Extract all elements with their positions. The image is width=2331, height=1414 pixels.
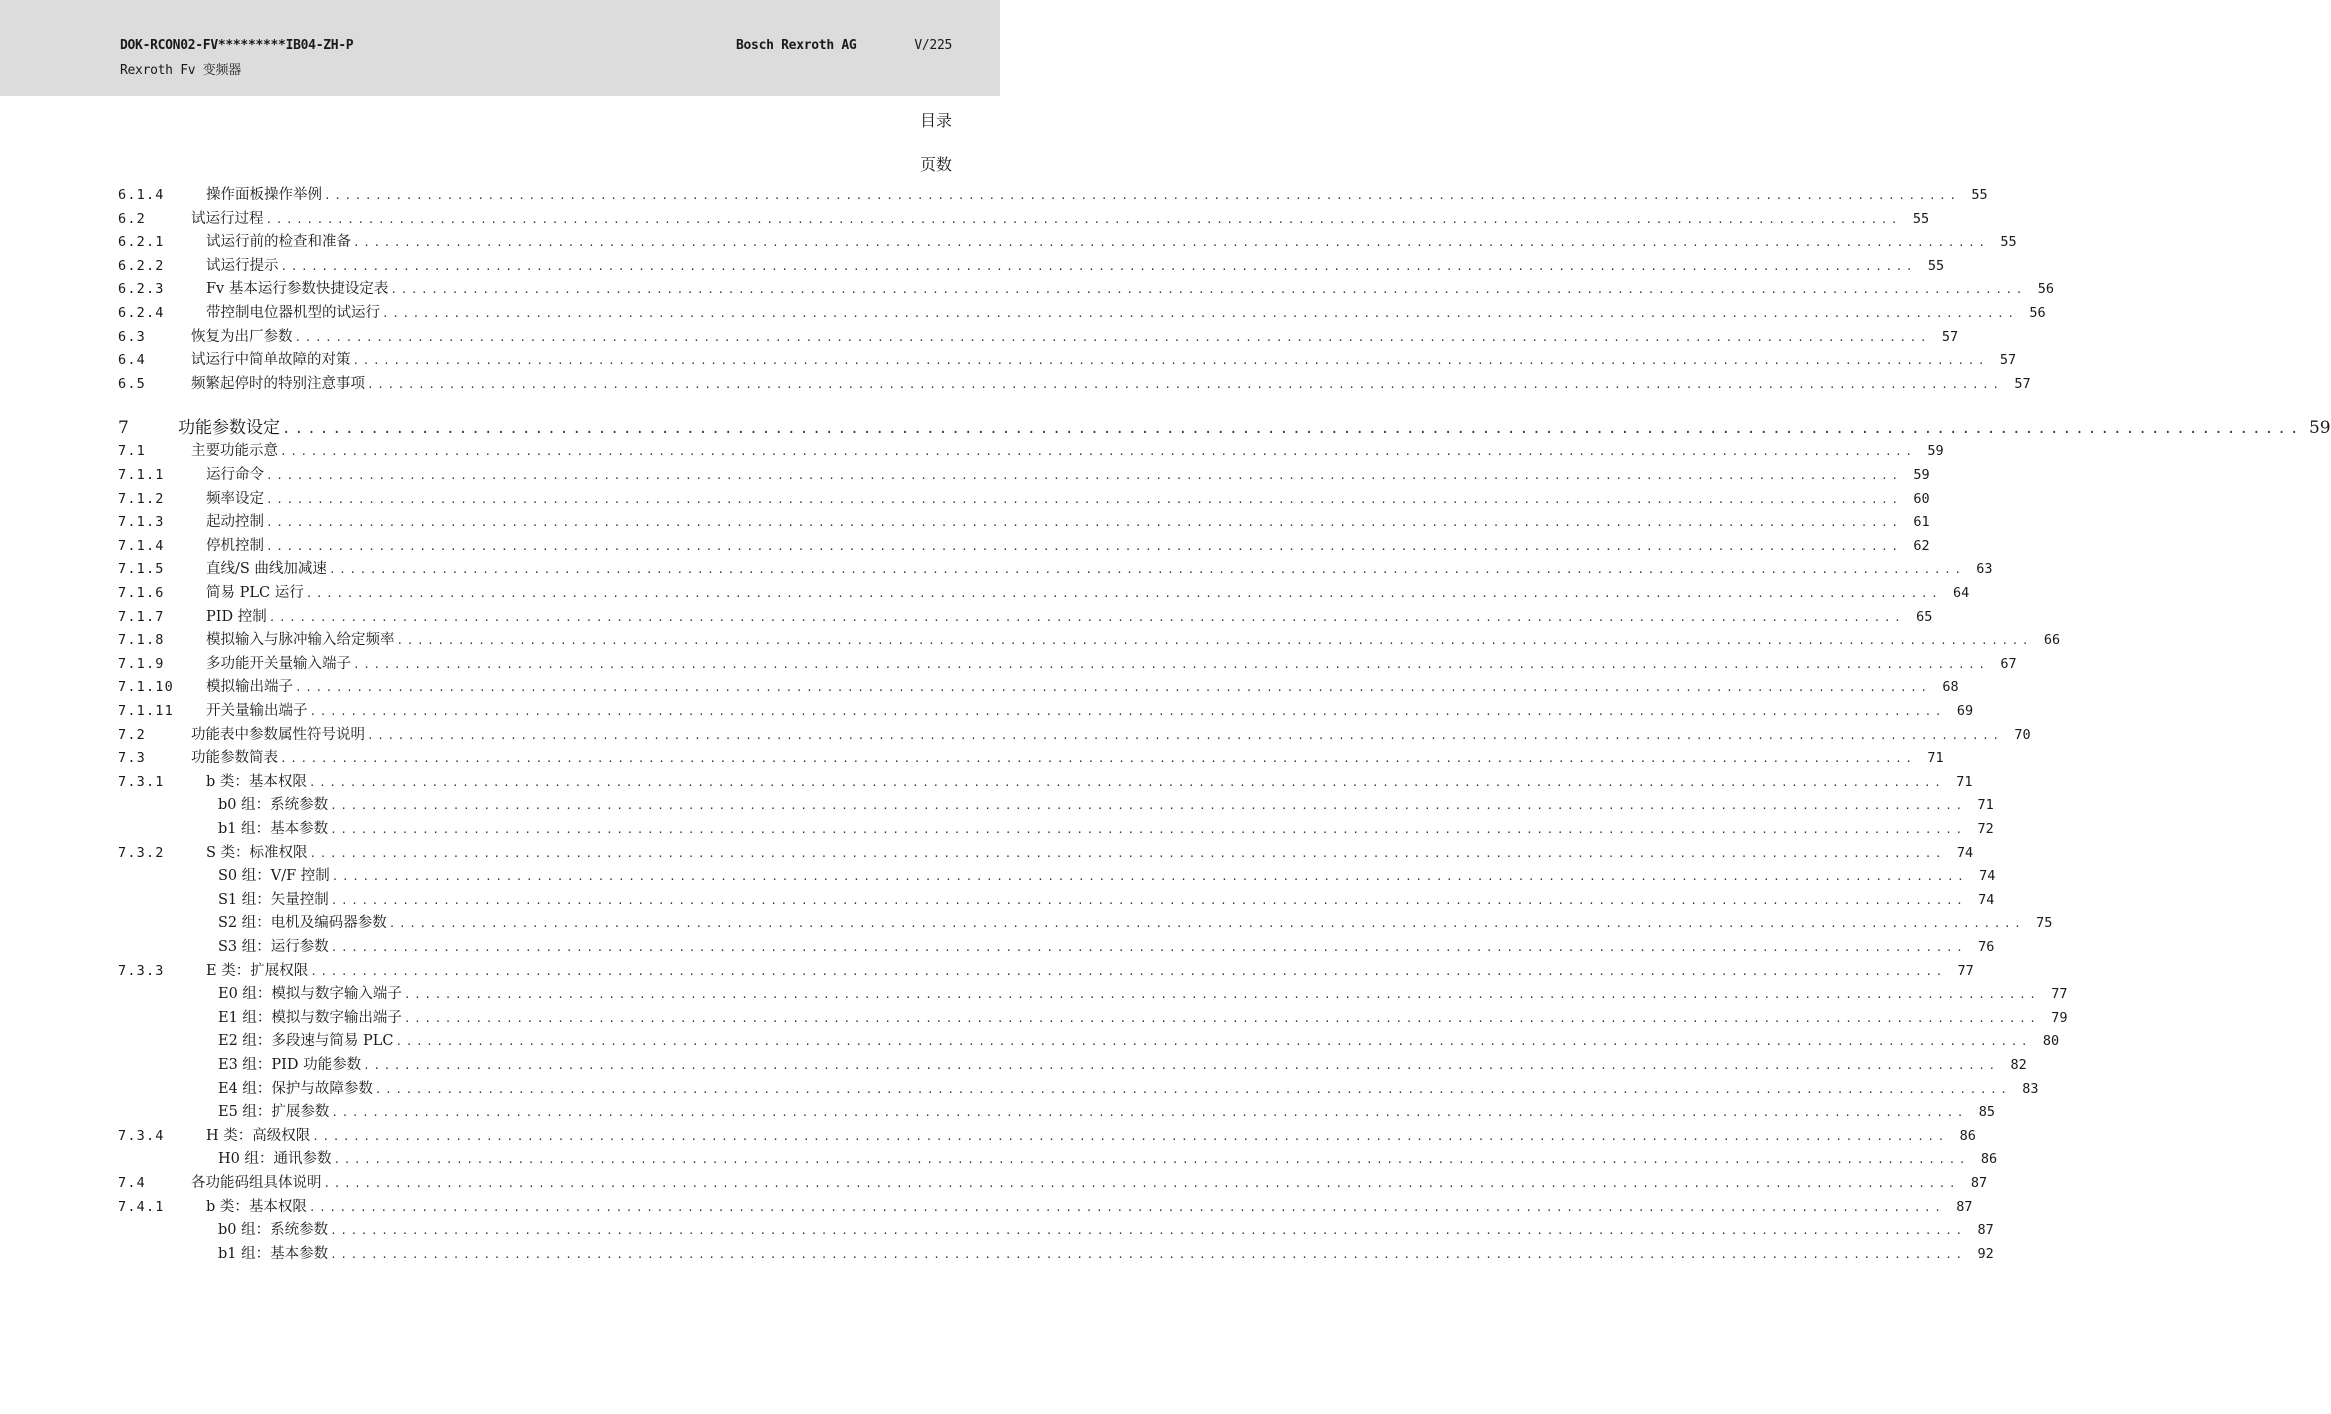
toc-entry[interactable] xyxy=(0,414,2331,442)
toc-entry[interactable] xyxy=(0,208,1930,231)
toc-entry-page: 71 xyxy=(1977,797,1994,814)
toc-dot-leader: ................................................................................................................................................................ xyxy=(353,236,1989,250)
toc-entry-number: 6.2.1 xyxy=(118,234,165,251)
toc-entry-title: 功能表中参数属性符号说明 xyxy=(191,726,365,743)
toc-entry-page: 74 xyxy=(1979,868,1996,885)
toc-entry-page: 79 xyxy=(2051,1009,2068,1026)
toc-entry-line xyxy=(206,464,1930,487)
toc-dot-leader: ................................................................................................................................................................ xyxy=(308,1200,1945,1214)
toc-entry-page: 55 xyxy=(2000,234,2017,251)
toc-dot-leader: ................................................................................................................................................................ xyxy=(330,893,1967,907)
toc-entry-number: 7.1.11 xyxy=(118,703,174,719)
toc-entry-number: 7.1.2 xyxy=(118,490,165,507)
toc-entry-title: E4 组：保护与故障参数 xyxy=(218,1080,373,1097)
toc-entry-page: 77 xyxy=(2051,986,2068,1003)
toc-entry[interactable] xyxy=(0,440,1944,463)
toc-dot-leader: ................................................................................................................................................................ xyxy=(309,846,1946,860)
toc-dot-leader: ................................................................................................................................................................ xyxy=(312,1129,1948,1143)
toc-entry-title: E2 组：多段速与简易 PLC xyxy=(218,1033,394,1050)
toc-heading: 目录 xyxy=(919,111,952,130)
toc-entry-page: 71 xyxy=(1956,773,1973,790)
toc-dot-leader: ................................................................................................................................................................ xyxy=(266,516,1902,530)
toc-entry-page: 74 xyxy=(1978,891,1995,908)
toc-entry-number: 6.2.3 xyxy=(118,281,165,298)
toc-entry[interactable] xyxy=(0,1030,2060,1053)
toc-entry-line xyxy=(218,1101,1996,1124)
toc-entry[interactable] xyxy=(0,1172,1988,1195)
toc-dot-leader: ................................................................................................................................................................ xyxy=(374,1082,2011,1096)
toc-entry-title: S0 组：V/F 控制 xyxy=(218,868,330,885)
toc-entry-line xyxy=(206,582,1970,605)
toc-entry-number: 6.3 xyxy=(118,328,146,345)
toc-entry-line xyxy=(206,255,1945,278)
toc-dot-leader: ................................................................................................................................................................ xyxy=(388,917,2025,931)
toc-entry-page: 59 xyxy=(2308,418,2331,439)
document-code: DOK-RCON02-FV*********IB04-ZH-P xyxy=(120,38,354,53)
toc-entry[interactable] xyxy=(0,653,2017,676)
toc-entry-page: 55 xyxy=(1971,187,1988,203)
toc-dot-leader: ................................................................................................................................................................ xyxy=(282,421,2303,438)
toc-entry[interactable] xyxy=(0,1125,1976,1148)
toc-entry-title: E0 组：模拟与数字输入端子 xyxy=(218,986,402,1003)
toc-entry-number: 7.4 xyxy=(118,1175,146,1191)
toc-entry-title: 各功能码组具体说明 xyxy=(191,1175,322,1191)
toc-entry[interactable] xyxy=(0,373,2031,396)
toc-entry-title: b 类：基本权限 xyxy=(206,1198,307,1215)
toc-dot-leader: ................................................................................................................................................................ xyxy=(330,799,1966,813)
toc-entry[interactable] xyxy=(0,724,2031,747)
toc-entry-page: 57 xyxy=(1941,328,1959,345)
toc-entry-page: 55 xyxy=(1927,257,1945,274)
toc-entry-title: 功能参数设定 xyxy=(178,418,280,439)
toc-dot-leader: ................................................................................................................................................................ xyxy=(363,1059,1999,1072)
toc-entry-line xyxy=(191,1172,1988,1195)
toc-entry-page: 68 xyxy=(1942,679,1959,696)
toc-entry-page: 71 xyxy=(1927,750,1944,767)
toc-entry-title: S 类：标准权限 xyxy=(206,844,308,861)
toc-dot-leader: ................................................................................................................................................................ xyxy=(390,283,2026,297)
toc-dot-leader: ................................................................................................................................................................ xyxy=(310,964,1946,978)
toc-entry[interactable] xyxy=(0,629,2061,652)
toc-entry[interactable] xyxy=(0,349,2017,372)
toc-entry-page: 86 xyxy=(1980,1151,1998,1168)
toc-entry[interactable] xyxy=(0,278,2054,301)
toc-entry[interactable] xyxy=(0,1101,1996,1124)
toc-entry-number: 7.1.4 xyxy=(118,537,165,554)
toc-dot-leader: ................................................................................................................................................................ xyxy=(294,330,1931,344)
toc-entry-line xyxy=(191,326,1959,349)
toc-dot-leader: ................................................................................................................................................................ xyxy=(353,657,1989,671)
toc-entry-page: 85 xyxy=(1978,1104,1996,1121)
toc-entry-line xyxy=(206,511,1930,534)
toc-entry-page: 59 xyxy=(1927,443,1944,460)
toc-dot-leader: ................................................................................................................................................................ xyxy=(323,1177,1960,1190)
toc-entry-number: 7.2 xyxy=(118,726,146,743)
toc-entry-title: S3 组：运行参数 xyxy=(218,939,329,955)
toc-entry-line xyxy=(218,1148,1998,1171)
toc-entry-number: 6.2 xyxy=(118,210,146,227)
toc-entry-number: 7.1.8 xyxy=(118,632,165,649)
toc-entry-line xyxy=(218,889,1995,912)
toc-entry-title: b1 组：基本参数 xyxy=(218,1245,329,1262)
toc-entry-number: 6.2.4 xyxy=(118,305,165,321)
toc-entry-title: S1 组：矢量控制 xyxy=(218,891,329,908)
toc-entry-line xyxy=(206,700,1974,723)
toc-entry-number: 6.4 xyxy=(118,352,146,369)
company-name: Bosch Rexroth AG xyxy=(736,38,857,53)
toc-entry[interactable] xyxy=(0,676,1959,699)
toc-dot-leader: ................................................................................................................................................................ xyxy=(396,634,2033,648)
toc-entry-line xyxy=(218,818,1994,841)
toc-entry-line xyxy=(206,278,2054,301)
toc-entry-number: 6.5 xyxy=(118,375,146,392)
toc-entry-title: 主要功能示意 xyxy=(191,443,278,460)
toc-entry[interactable] xyxy=(0,865,1996,888)
toc-entry-number: 7.3.2 xyxy=(118,844,165,861)
toc-entry[interactable] xyxy=(0,302,2046,325)
toc-entry[interactable] xyxy=(0,794,1994,817)
toc-entry[interactable] xyxy=(0,1054,2027,1077)
toc-entry-title: 直线/S 曲线加减速 xyxy=(206,561,327,578)
toc-entry-page: 77 xyxy=(1957,962,1974,979)
toc-entry-title: E3 组：PID 功能参数 xyxy=(218,1057,362,1073)
toc-entry-title: 频率设定 xyxy=(206,490,264,507)
toc-dot-leader: ................................................................................................................................................................ xyxy=(331,1106,1968,1120)
toc-entry[interactable] xyxy=(0,535,1930,558)
toc-entry[interactable] xyxy=(0,606,1933,629)
toc-entry-page: 65 xyxy=(1916,608,1933,625)
toc-entry-title: 带控制电位器机型的试运行 xyxy=(206,305,380,321)
toc-entry-title: 运行命令 xyxy=(206,467,264,483)
toc-entry-number: 7.1.6 xyxy=(118,585,165,601)
toc-entry[interactable] xyxy=(0,1219,1994,1242)
toc-entry-title: b1 组：基本参数 xyxy=(218,821,329,837)
toc-entry-number: 7.3.1 xyxy=(118,773,165,790)
toc-dot-leader: ................................................................................................................................................................ xyxy=(280,752,1916,766)
toc-entry-number: 7.3.4 xyxy=(118,1127,165,1144)
toc-dot-leader: ................................................................................................................................................................ xyxy=(330,1247,1966,1261)
toc-entry-line xyxy=(206,771,1973,794)
toc-entry[interactable] xyxy=(0,1007,2068,1030)
toc-entry-line xyxy=(218,865,1996,888)
toc-entry[interactable] xyxy=(0,184,1988,207)
toc-entry-page: 69 xyxy=(1956,703,1974,719)
toc-entry-line xyxy=(178,414,2331,443)
toc-entry-page: 83 xyxy=(2022,1080,2039,1097)
toc-entry[interactable] xyxy=(0,464,1930,487)
toc-entry-page: 57 xyxy=(1999,352,2017,369)
toc-entry-line xyxy=(218,1243,1994,1266)
toc-entry-title: b 类：基本权限 xyxy=(206,773,307,790)
page-number: V/225 xyxy=(914,38,952,53)
toc-entry[interactable] xyxy=(0,1196,1973,1219)
toc-entry-line xyxy=(218,912,2053,935)
toc-entry-title: b0 组：系统参数 xyxy=(218,797,329,814)
toc-dot-leader: ................................................................................................................................................................ xyxy=(324,189,1960,202)
toc-entry-number: 7.1.5 xyxy=(118,561,165,578)
toc-dot-leader: ................................................................................................................................................................ xyxy=(268,610,1905,624)
toc-entry-number: 7.1.7 xyxy=(118,608,165,625)
toc-entry-page: 82 xyxy=(2010,1057,2027,1073)
toc-entry-title: 模拟输入与脉冲输入给定频率 xyxy=(206,632,395,649)
toc-entry-line xyxy=(206,302,2046,325)
toc-dot-leader: ................................................................................................................................................................ xyxy=(266,539,1902,553)
toc-dot-leader: ................................................................................................................................................................ xyxy=(328,563,1965,577)
toc-entry[interactable] xyxy=(0,255,1945,278)
toc-entry-number: 7.1.1 xyxy=(118,467,165,483)
toc-entry[interactable] xyxy=(0,1148,1998,1171)
toc-entry-title: 试运行提示 xyxy=(206,257,279,274)
toc-entry-line xyxy=(218,936,1995,959)
toc-entry-title: H0 组：通讯参数 xyxy=(218,1151,332,1168)
toc-dot-leader: ................................................................................................................................................................ xyxy=(403,988,2040,1002)
toc-entry-page: 87 xyxy=(1956,1198,1973,1215)
toc-entry-title: 停机控制 xyxy=(206,537,264,554)
toc-entry-title: 开关量输出端子 xyxy=(206,703,308,719)
toc-entry[interactable] xyxy=(0,582,1970,605)
toc-entry[interactable] xyxy=(0,488,1930,511)
toc-entry-number: 7.3.3 xyxy=(118,962,165,979)
toc-entry[interactable] xyxy=(0,511,1930,534)
toc-dot-leader: ................................................................................................................................................................ xyxy=(382,307,2018,320)
toc-entry[interactable] xyxy=(0,912,2053,935)
toc-entry-title: 功能参数简表 xyxy=(191,750,278,767)
toc-entry-page: 57 xyxy=(2014,375,2031,392)
toc-entry-line xyxy=(191,440,1944,463)
toc-entry-number: 7 xyxy=(118,418,129,439)
toc-entry-page: 75 xyxy=(2036,915,2053,932)
toc-dot-leader: ................................................................................................................................................................ xyxy=(330,1224,1966,1238)
toc-entry-line xyxy=(218,983,2068,1006)
toc-entry-page: 56 xyxy=(2037,281,2054,298)
toc-entry-line xyxy=(218,1219,1994,1242)
toc-entry-number: 6.1.4 xyxy=(118,187,165,203)
toc-entry-line xyxy=(206,606,1933,629)
page-header xyxy=(0,0,1000,96)
toc-entry[interactable] xyxy=(0,936,1995,959)
toc-entry-line xyxy=(206,488,1930,511)
toc-entry[interactable] xyxy=(0,818,1994,841)
page-column-heading: 页数 xyxy=(919,155,952,174)
toc-dot-leader: ................................................................................................................................................................ xyxy=(395,1035,2032,1049)
toc-entry-title: PID 控制 xyxy=(206,608,267,625)
toc-entry[interactable] xyxy=(0,326,1959,349)
toc-dot-leader: ................................................................................................................................................................ xyxy=(280,259,1917,273)
toc-entry-page: 67 xyxy=(2000,655,2017,672)
toc-entry-page: 74 xyxy=(1956,844,1974,861)
toc-entry-page: 64 xyxy=(1953,585,1970,601)
toc-entry-line xyxy=(206,558,1993,581)
toc-entry-page: 59 xyxy=(1913,467,1930,483)
toc-entry[interactable] xyxy=(0,889,1995,912)
toc-entry[interactable] xyxy=(0,747,1944,770)
toc-entry-page: 92 xyxy=(1977,1245,1994,1262)
toc-entry-title: H 类：高级权限 xyxy=(206,1127,311,1144)
toc-entry-title: E 类：扩展权限 xyxy=(206,962,309,979)
toc-entry-title: 操作面板操作举例 xyxy=(206,187,322,203)
toc-entry-line xyxy=(218,1078,2039,1101)
toc-dot-leader: ................................................................................................................................................................ xyxy=(403,1011,2040,1025)
toc-entry-number: 6.2.2 xyxy=(118,257,165,274)
toc-dot-leader: ................................................................................................................................................................ xyxy=(308,775,1945,789)
toc-entry[interactable] xyxy=(0,231,2017,254)
toc-dot-leader: ................................................................................................................................................................ xyxy=(330,941,1967,954)
toc-entry-title: 试运行前的检查和准备 xyxy=(206,234,351,251)
toc-entry-title: 试运行过程 xyxy=(191,210,264,227)
toc-entry-title: S2 组：电机及编码器参数 xyxy=(218,915,387,932)
toc-entry-page: 61 xyxy=(1913,514,1930,531)
toc-dot-leader: ................................................................................................................................................................ xyxy=(280,445,1916,459)
toc-entry-title: 模拟输出端子 xyxy=(206,679,293,696)
toc-entry-page: 70 xyxy=(2014,726,2031,743)
toc-entry-line xyxy=(218,794,1994,817)
toc-entry[interactable] xyxy=(0,700,1974,723)
toc-dot-leader: ................................................................................................................................................................ xyxy=(266,469,1902,482)
toc-entry-page: 55 xyxy=(1912,210,1930,227)
toc-entry-line xyxy=(206,184,1988,207)
toc-entry-line xyxy=(218,1030,2060,1053)
toc-entry-number: 7.3 xyxy=(118,750,146,767)
toc-entry-page: 56 xyxy=(2029,305,2046,321)
toc-entry-title: 频繁起停时的特别注意事项 xyxy=(191,375,365,392)
toc-entry[interactable] xyxy=(0,983,2068,1006)
toc-entry-number: 7.1.3 xyxy=(118,514,165,531)
toc-entry[interactable] xyxy=(0,558,1993,581)
toc-entry-title: E1 组：模拟与数字输出端子 xyxy=(218,1009,402,1026)
toc-dot-leader: ................................................................................................................................................................ xyxy=(367,728,2003,742)
toc-entry-page: 60 xyxy=(1913,490,1930,507)
toc-entry-page: 76 xyxy=(1978,939,1995,955)
toc-entry-title: b0 组：系统参数 xyxy=(218,1222,329,1239)
toc-entry-line xyxy=(206,535,1930,558)
toc-dot-leader: ................................................................................................................................................................ xyxy=(331,870,1968,884)
toc-entry-page: 66 xyxy=(2043,632,2061,649)
toc-dot-leader: ................................................................................................................................................................ xyxy=(295,681,1931,695)
toc-dot-leader: ................................................................................................................................................................ xyxy=(305,587,1942,600)
toc-entry-title: 起动控制 xyxy=(206,514,264,531)
toc-entry-page: 86 xyxy=(1959,1127,1976,1144)
toc-entry-line xyxy=(206,1196,1973,1219)
toc-entry-number: 7.1.9 xyxy=(118,655,165,672)
toc-entry-line xyxy=(191,724,2031,747)
toc-entry-line xyxy=(206,676,1959,699)
toc-entry-line xyxy=(191,747,1944,770)
toc-entry-line xyxy=(206,629,2061,652)
toc-entry-line xyxy=(206,231,2017,254)
toc-entry-page: 87 xyxy=(1977,1222,1994,1239)
toc-entry-line xyxy=(191,349,2017,372)
toc-entry[interactable] xyxy=(0,842,1974,865)
toc-entry-title: 恢复为出厂参数 xyxy=(191,328,293,345)
toc-dot-leader: ................................................................................................................................................................ xyxy=(309,705,1946,718)
toc-dot-leader: ................................................................................................................................................................ xyxy=(266,492,1902,506)
toc-entry-page: 80 xyxy=(2042,1033,2060,1050)
toc-entry-page: 87 xyxy=(1970,1175,1988,1191)
toc-entry-title: 简易 PLC 运行 xyxy=(206,585,304,601)
toc-entry-number: 7.1 xyxy=(118,443,146,460)
toc-entry-line xyxy=(191,208,1930,231)
toc-entry-page: 62 xyxy=(1913,537,1930,554)
toc-entry-number: 7.1.10 xyxy=(118,679,174,696)
toc-entry-line xyxy=(191,373,2031,396)
toc-entry-line xyxy=(206,960,1974,983)
toc-entry-title: 多功能开关量输入端子 xyxy=(206,655,351,672)
product-name: Rexroth Fv 变频器 xyxy=(120,63,241,78)
toc-dot-leader: ................................................................................................................................................................ xyxy=(367,377,2003,391)
toc-dot-leader: ................................................................................................................................................................ xyxy=(333,1153,1970,1167)
toc-entry-title: Fv 基本运行参数快捷设定表 xyxy=(206,281,389,298)
toc-entry[interactable] xyxy=(0,1243,1994,1266)
toc-dot-leader: ................................................................................................................................................................ xyxy=(352,354,1989,368)
toc-entry[interactable] xyxy=(0,1078,2039,1101)
toc-entry[interactable] xyxy=(0,960,1974,983)
toc-entry-title: 试运行中简单故障的对策 xyxy=(191,352,351,369)
toc-entry-line xyxy=(218,1007,2068,1030)
toc-entry[interactable] xyxy=(0,771,1973,794)
toc-entry-page: 63 xyxy=(1976,561,1993,578)
toc-entry-line xyxy=(206,842,1974,865)
toc-entry-page: 72 xyxy=(1977,821,1994,837)
toc-entry-line xyxy=(206,1125,1976,1148)
toc-entry-number: 7.4.1 xyxy=(118,1198,165,1215)
toc-dot-leader: ................................................................................................................................................................ xyxy=(265,212,1902,226)
toc-entry-line xyxy=(218,1054,2027,1077)
toc-entry-line xyxy=(206,653,2017,676)
toc-dot-leader: ................................................................................................................................................................ xyxy=(330,823,1966,836)
toc-entry-title: E5 组：扩展参数 xyxy=(218,1104,330,1121)
